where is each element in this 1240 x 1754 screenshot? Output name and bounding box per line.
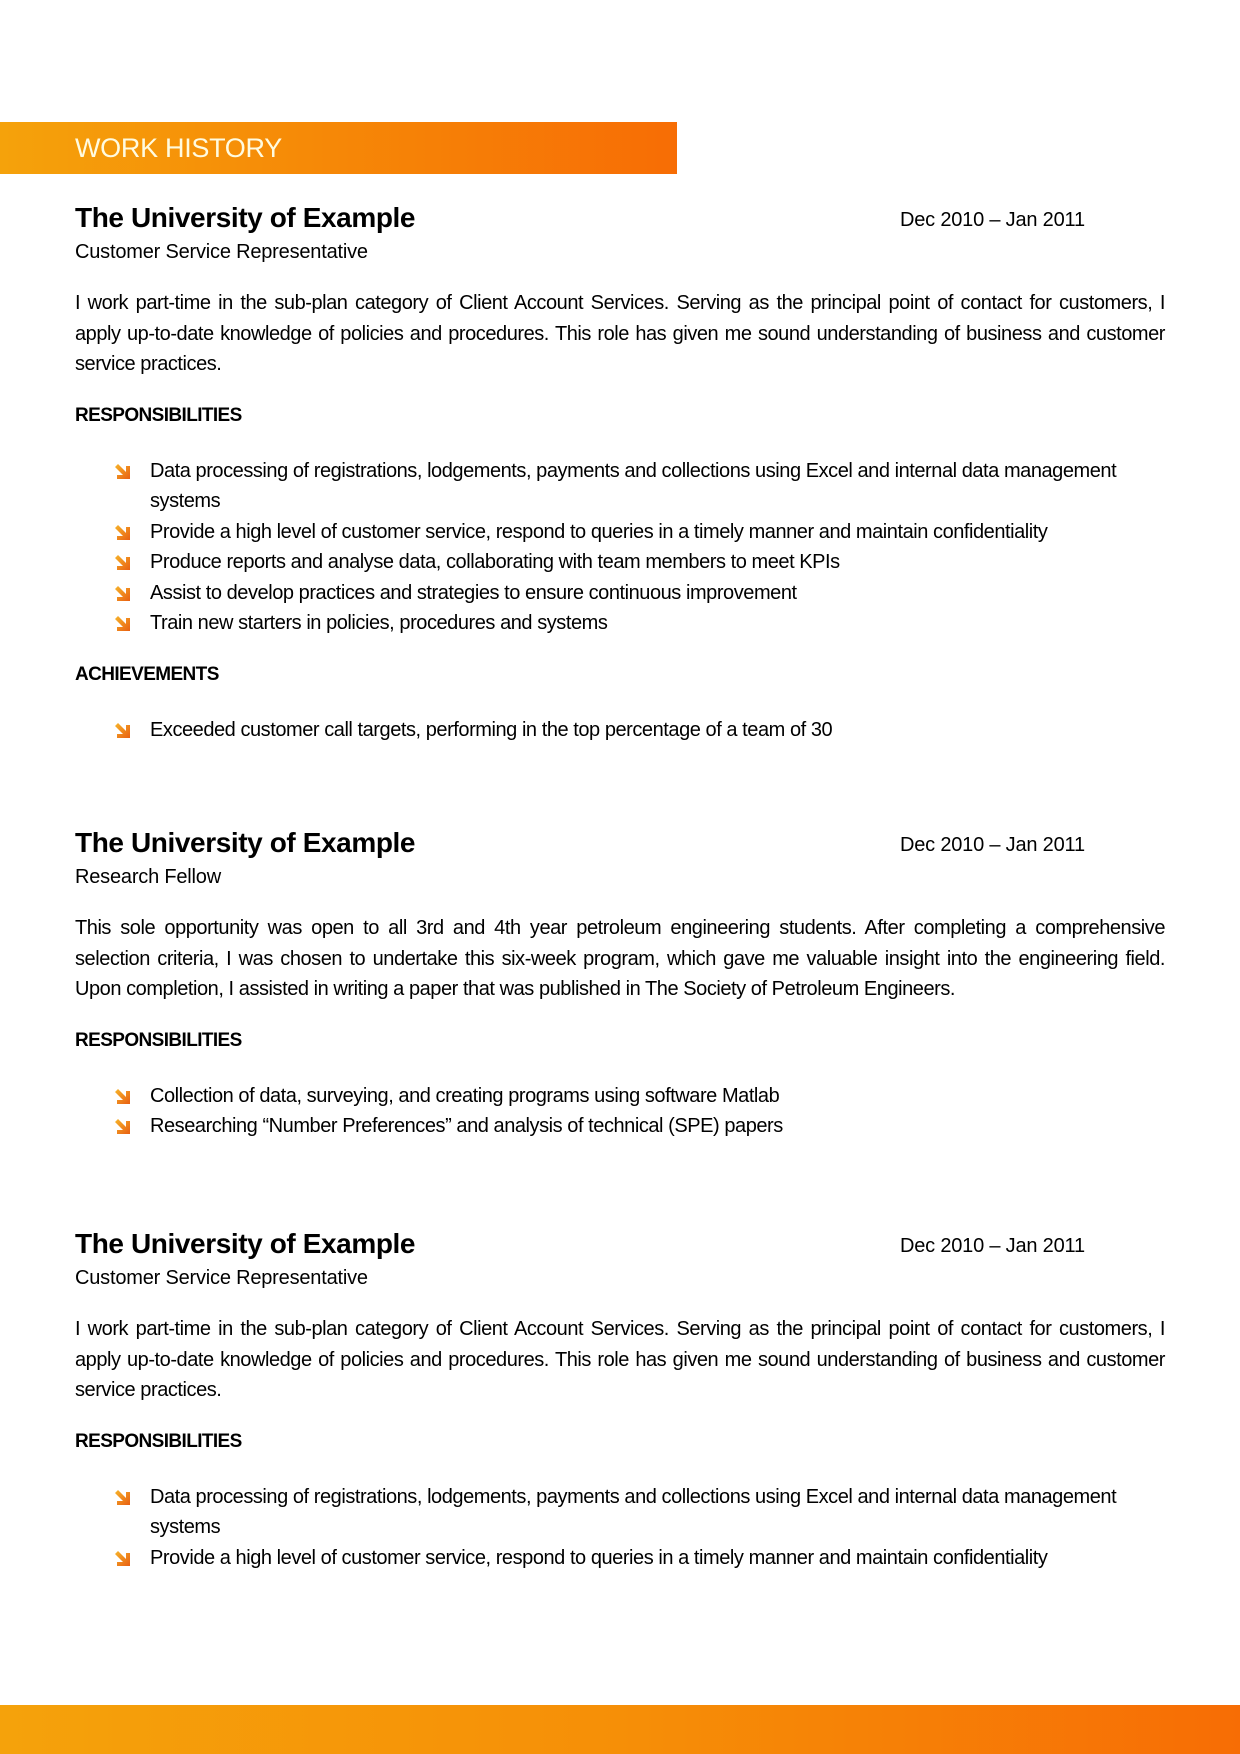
job-dates: Dec 2010 – Jan 2011	[900, 1235, 1085, 1257]
list-item: Data processing of registrations, lodgements, payments and collections using Excel and internal data management systems	[75, 456, 1150, 517]
section-header-bar	[0, 122, 677, 174]
responsibilities-list	[75, 1081, 1165, 1142]
job-entry	[75, 200, 1165, 745]
arrow-bullet-icon	[113, 614, 133, 634]
job-entry	[75, 1226, 1165, 1573]
arrow-bullet-icon	[113, 462, 133, 482]
achievements-label: ACHIEVEMENTS	[75, 663, 219, 685]
job-entry	[75, 825, 1165, 1142]
job-organization: The University of Example	[75, 827, 416, 858]
job-organization: The University of Example	[75, 1228, 416, 1259]
achievements-list	[75, 715, 1165, 746]
responsibilities-label: RESPONSIBILITIES	[75, 1029, 242, 1051]
responsibilities-list	[75, 1482, 1165, 1574]
list-item: Train new starters in policies, procedures and systems	[75, 608, 1150, 639]
footer-bar	[0, 1705, 1240, 1754]
responsibilities-label: RESPONSIBILITIES	[75, 1430, 242, 1452]
job-role: Customer Service Representative	[75, 1267, 368, 1289]
list-item: Collection of data, surveying, and creating programs using software Matlab	[75, 1081, 1150, 1112]
responsibilities-list	[75, 456, 1165, 639]
job-dates: Dec 2010 – Jan 2011	[900, 834, 1085, 856]
arrow-bullet-icon	[113, 721, 133, 741]
arrow-bullet-icon	[113, 584, 133, 604]
list-item: Produce reports and analyse data, collaborating with team members to meet KPIs	[75, 547, 1150, 578]
job-description: I work part-time in the sub-plan category of Client Account Services. Serving as the principal point of contact for customers, I apply up-to-date knowledge of policies and procedures. This role has given me sound understanding of business and customer service practices.	[75, 1318, 1165, 1401]
list-item: Exceeded customer call targets, performing in the top percentage of a team of 30	[75, 715, 1150, 746]
job-description: I work part-time in the sub-plan category of Client Account Services. Serving as the principal point of contact for customers, I apply up-to-date knowledge of policies and procedures. This role has given me sound understanding of business and customer service practices.	[75, 292, 1165, 375]
arrow-bullet-icon	[113, 1549, 133, 1569]
job-description: This sole opportunity was open to all 3rd and 4th year petroleum engineering students. After completing a comprehensive selection criteria, I was chosen to undertake this six-week program, which gave me valuable insight into the engineering field. Upon completion, I assisted in writing a paper that was published in The Society of Petroleum Engineers.	[75, 917, 1165, 1000]
job-dates: Dec 2010 – Jan 2011	[900, 209, 1085, 231]
arrow-bullet-icon	[113, 553, 133, 573]
list-item: Provide a high level of customer service, respond to queries in a timely manner and maintain confidentiality	[75, 517, 1150, 548]
list-item: Assist to develop practices and strategies to ensure continuous improvement	[75, 578, 1150, 609]
arrow-bullet-icon	[113, 1488, 133, 1508]
section-title: WORK HISTORY	[75, 133, 282, 163]
job-role: Customer Service Representative	[75, 241, 368, 263]
list-item: Data processing of registrations, lodgements, payments and collections using Excel and internal data management systems	[75, 1482, 1150, 1543]
arrow-bullet-icon	[113, 523, 133, 543]
job-organization: The University of Example	[75, 202, 416, 233]
job-role: Research Fellow	[75, 866, 221, 888]
responsibilities-label: RESPONSIBILITIES	[75, 404, 242, 426]
arrow-bullet-icon	[113, 1117, 133, 1137]
arrow-bullet-icon	[113, 1087, 133, 1107]
list-item: Researching “Number Preferences” and analysis of technical (SPE) papers	[75, 1111, 1150, 1142]
list-item: Provide a high level of customer service, respond to queries in a timely manner and maintain confidentiality	[75, 1543, 1150, 1574]
